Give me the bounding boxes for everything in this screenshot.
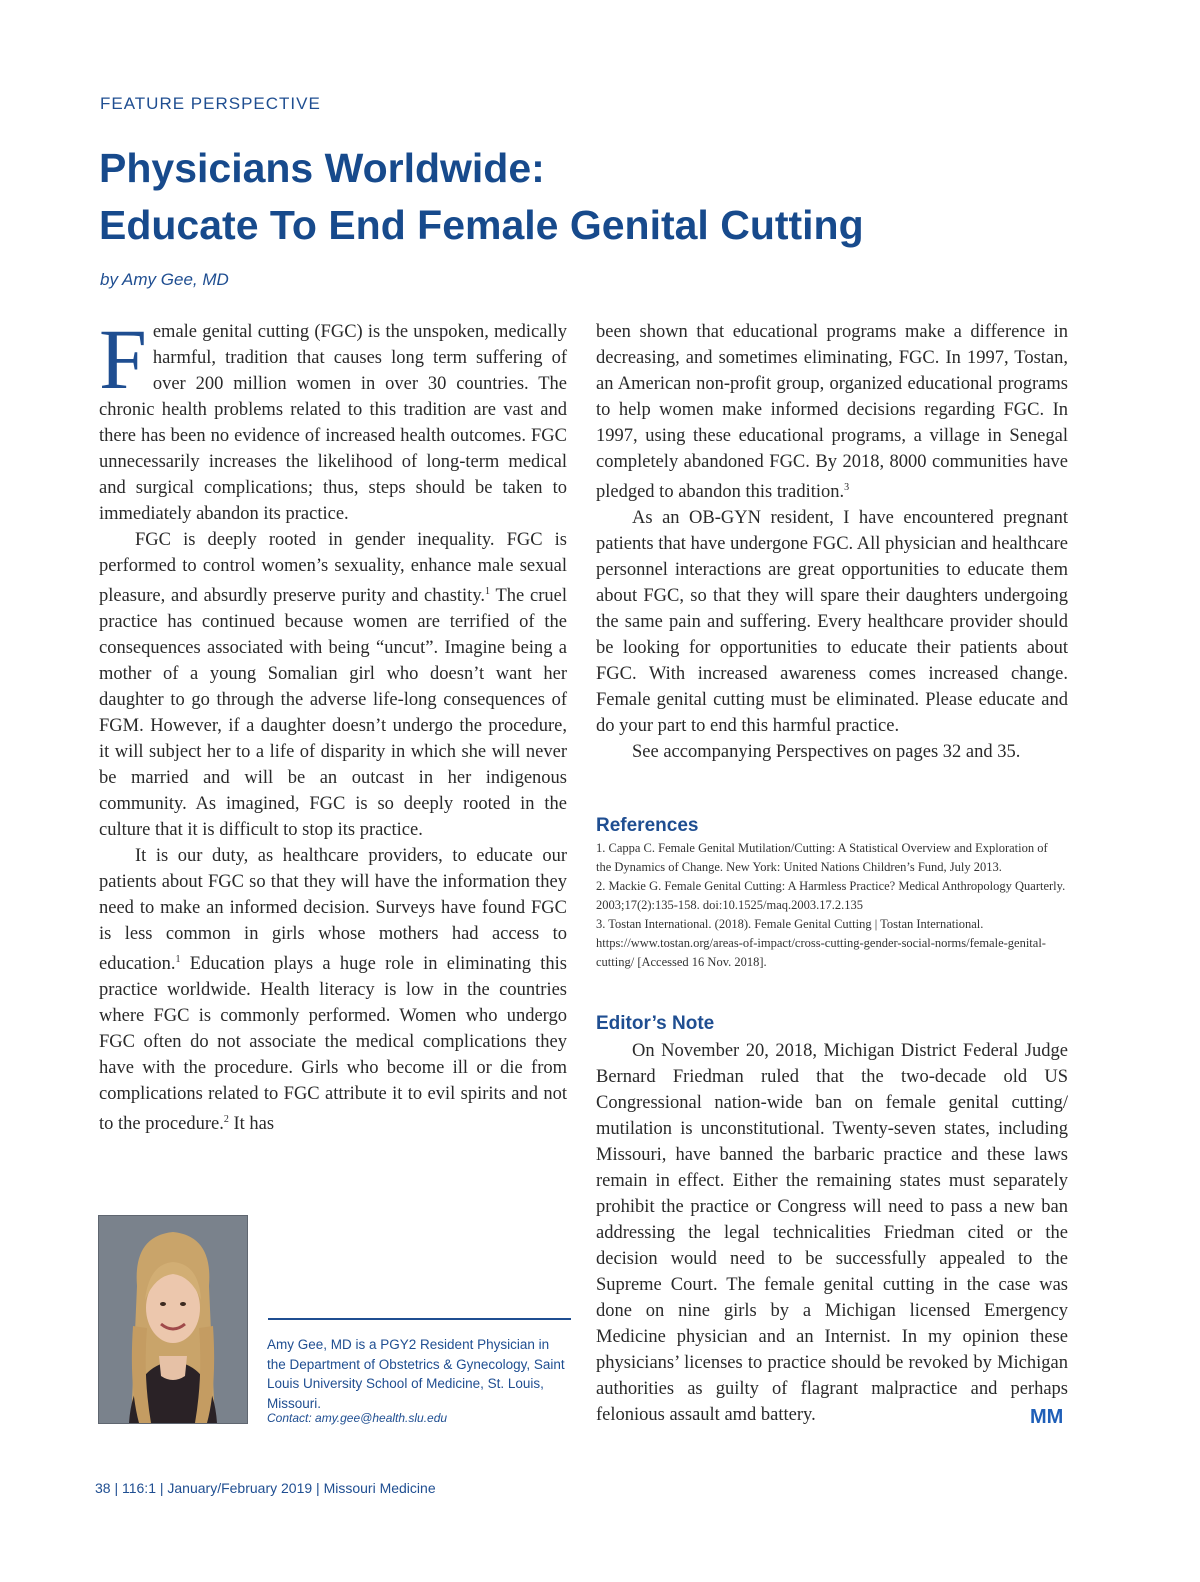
body-paragraph-1 [99,311,567,527]
editors-note-heading: Editor’s Note [596,1013,715,1034]
paragraph-3-text-c: It has [228,1114,275,1135]
references-heading: References [596,815,699,836]
author-portrait-illustration [99,1216,247,1423]
paragraph-2-text-b: The cruel practice has continued because women are terrified of the consequences associated with being “uncut”. Imagine being a mother of a young Somalian girl who doesn’t want her daughter to go through the adverse life-long consequences of FGM. However, if a daughter doesn’t undergo the procedure, it will subject her to a life of disparity in which she will never be married and will be an outcast in her indigenous community. As imagined, FGC is so deeply rooted in the culture that it is difficult to stop its practice. [99,586,567,841]
paragraph-3-text-a: It is our duty, as healthcare providers, to educate our patients about FGC so that they will have the information they need to make an informed decision. Surveys have found FGC is less common in girls whose mothers had access to education. [99,846,567,975]
reference-item: 3. Tostan International. (2018). Female Genital Cutting | Tostan International. https://www.tostan.org/areas-of-impact/cross-cutting-gender-social-norms/female-genital-cutting/ [Accessed 16 Nov. 2018]. [596,917,1046,969]
citation-1: 1 [485,586,490,597]
article-title [99,140,1099,254]
body-paragraph-5: As an OB-GYN resident, I have encountered pregnant patients that have undergone FGC. All physician and healthcare personnel interactions are great opportunities to educate them about FGC, so that they will spare their daughters undergoing the same pain and suffering. Every healthcare provider should be looking for opportunities to educate their patients about FGC. With increased awareness comes increased change. Female genital cutting must be eliminated. Please educate and do your part to end this harmful practice. [596,508,1068,737]
paragraph-3-text-b: Education plays a huge role in eliminating this practice worldwide. Health literacy is low in the countries where FGC is commonly performed. Women who undergo FGC often do not associate the medical complications they have with the procedure. Girls who become ill or die from complications related to FGC attribute it to evil spirits and not to the procedure. [99,954,567,1135]
article-column-right [596,319,1068,765]
section-label: FEATURE PERSPECTIVE [100,94,321,113]
paragraph-2-text-a: FGC is deeply rooted in gender inequality. FGC is performed to control women’s sexuality, enhance male sexual pleasure, and absurdly preserve purity and chastity. [99,530,567,607]
byline: by Amy Gee, MD [100,270,229,289]
citation-3: 3 [844,482,850,493]
bio-divider [268,1318,571,1320]
article-column-left [99,311,567,1137]
body-paragraph-6: See accompanying Perspectives on pages 32 and 35. [632,742,1021,763]
page-footer: 38 | 116:1 | January/February 2019 | Missouri Medicine [95,1480,436,1496]
reference-item: 1. Cappa C. Female Genital Mutilation/Cutting: A Statistical Overview and Exploration of the Dynamics of Change. New York: United Nations Children’s Fund, July 2013. [596,841,1048,874]
editors-note [596,1038,1068,1428]
author-contact: Contact: amy.gee@health.slu.edu [267,1411,448,1425]
citation-2: 2 [223,1114,229,1126]
end-mark-logo: MM [1030,1406,1064,1428]
author-photo [98,1215,248,1424]
paragraph-4-text: been shown that educational programs make a difference in decreasing, and sometimes eliminating, FGC. In 1997, Tostan, an American non-profit group, organized educational programs to help women make informed decisions regarding FGC. In 1997, using these educational programs, a village in Senegal completely abandoned FGC. By 2018, 8000 communities have pledged to abandon this tradition. [596,322,1068,503]
reference-item: 2. Mackie G. Female Genital Cutting: A Harmless Practice? Medical Anthropology Quarterly. 2003;17(2):135-158. doi:10.1525/maq.2003.17.2.135 [596,879,1066,912]
drop-cap: F [99,311,147,407]
body-paragraph-4 [596,319,1068,505]
body-paragraph-3 [99,843,567,1137]
citation-1: 1 [175,954,181,966]
body-paragraph-2 [99,527,567,843]
paragraph-1-text: emale genital cutting (FGC) is the unspoken, medically harmful, tradition that causes long term suffering of over 200 million women in over 30 countries. The chronic health problems related to this tradition are vast and there has been no evidence of increased health outcomes. FGC unnecessarily increases the likelihood of long-term medical and surgical complications; thus, steps should be taken to immediately abandon its practice. [99,322,567,524]
title-line-1: Physicians Worldwide: [99,145,545,191]
references-list [596,839,1066,972]
author-bio: Amy Gee, MD is a PGY2 Resident Physician in the Department of Obstetrics & Gynecology, Saint Louis University School of Medicine, St. Louis, Missouri. [267,1337,565,1411]
editors-note-text: On November 20, 2018, Michigan District Federal Judge Bernard Friedman ruled that the two-decade old US Congressional nation-wide ban on female genital cutting/ mutilation is unconstitutional. Twenty-seven states, including Missouri, have banned the barbaric practice and these laws remain in effect. Either the remaining states must separately prohibit the practice or Congress will need to pass a new ban addressing the legal technicalities Friedman cited or the decision would need to be successfully appealed to the Supreme Court. The female genital cutting in the case was done on nine girls by a Michigan licensed Emergency Medicine physician and an Internist. In my opinion these physicians’ licenses to practice should be revoked by Michigan authorities as guilty of flagrant malpractice and perhaps felonious assault amd battery. [596,1041,1068,1425]
title-line-2: Educate To End Female Genital Cutting [99,202,864,248]
